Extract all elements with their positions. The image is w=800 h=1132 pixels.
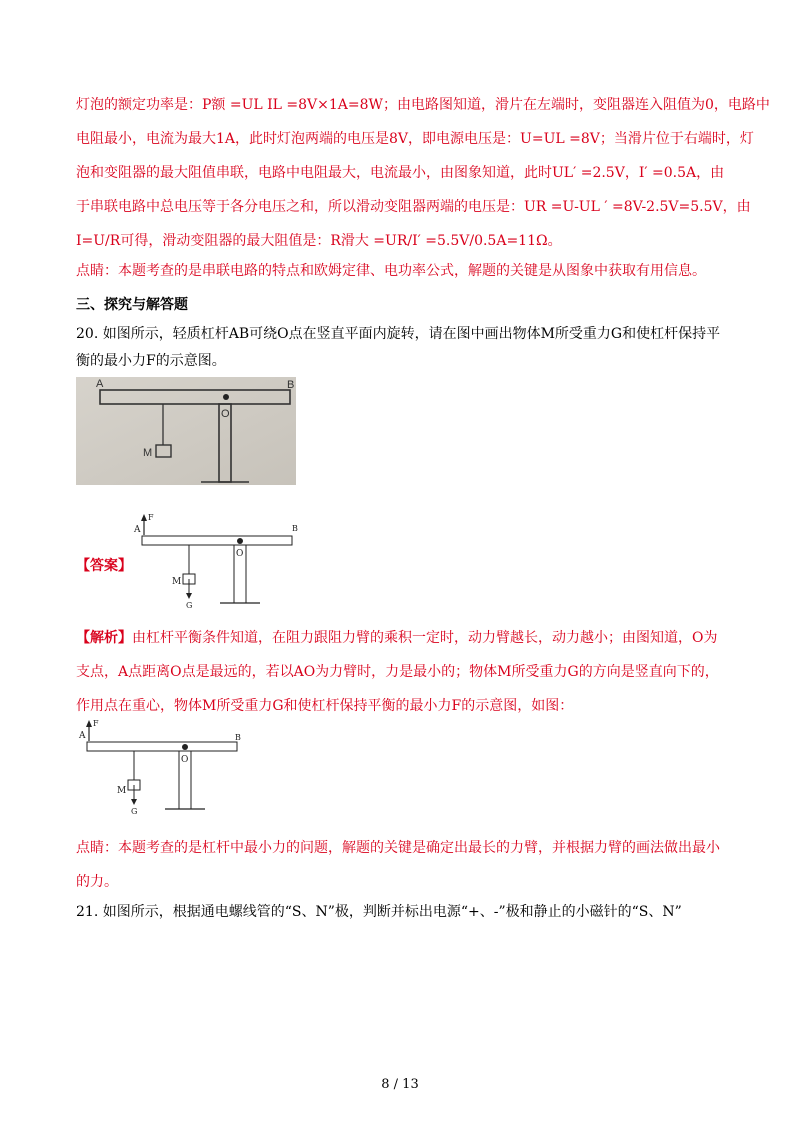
q21-line1: 21. 如图所示，根据通电螺线管的“S、N”极，判断并标出电源“+、-”极和静止的小磁针的“S、N”: [76, 904, 682, 920]
para1-line5: I=U/R可得，滑动变阻器的最大阻值是：R滑大 =UR/I′ =5.5V/0.5A=11Ω。: [76, 233, 562, 249]
photo-label-A: A: [96, 378, 104, 390]
answer-label-B: B: [292, 524, 298, 533]
analysis-lever-diagram: [77, 716, 242, 818]
answer-label-O: O: [236, 549, 244, 559]
answer-label-A: A: [134, 525, 141, 535]
photo-label-M: M: [143, 447, 153, 459]
analysis-line2: 支点，A点距离O点是最远的，若以AO为力臂时，力是最小的；物体M所受重力G的方向是竖直向下的，: [76, 664, 719, 680]
answer-label-F: F: [148, 513, 154, 522]
note1: 点睛：本题考查的是串联电路的特点和欧姆定律、电功率公式，解题的关键是从图象中获取有用信息。: [76, 263, 706, 279]
para1-line1: 灯泡的额定功率是：P额 =UL IL =8V×1A=8W；由电路图知道，滑片在左端时，变阻器连入阻值为0，电路中: [76, 97, 770, 113]
para1-line2: 电阻最小，电流为最大1A，此时灯泡两端的电压是8V，即电源电压是：U=UL =8V；当滑片位于右端时，灯: [76, 131, 754, 147]
photo-label-B: B: [287, 379, 295, 391]
question-lever-photo: [76, 377, 296, 485]
para1-line3: 泡和变阻器的最大阻值串联，电路中电阻最大，电流最小，由图象知道，此时UL′ =2.5V，I′ =0.5A，由: [76, 165, 725, 181]
q20-line1: 20. 如图所示，轻质杠杆AB可绕O点在竖直平面内旋转，请在图中画出物体M所受重力G和使杠杆保持平: [76, 326, 721, 342]
analysis-text1: 由杠杆平衡条件知道，在阻力跟阻力臂的乘积一定时，动力臂越长，动力越小；由图知道，O为: [132, 630, 718, 646]
q20-line2: 衡的最小力F的示意图。: [76, 353, 226, 369]
note2-line1: 点睛：本题考查的是杠杆中最小力的问题，解题的关键是确定出最长的力臂，并根据力臂的画法做出最小: [76, 840, 720, 856]
answer-lever-diagram: [132, 510, 297, 612]
page-number: 8 / 13: [381, 1077, 419, 1092]
analysis-label-G: G: [131, 807, 138, 816]
answer-label-G: G: [186, 601, 193, 610]
answer-label-M: M: [172, 577, 182, 587]
analysis-line3: 作用点在重心，物体M所受重力G和使杠杆保持平衡的最小力F的示意图，如图：: [76, 698, 574, 714]
analysis-label-M: M: [117, 786, 127, 796]
analysis-label-F: F: [93, 719, 99, 728]
analysis-label-O: O: [181, 755, 189, 765]
analysis-label-A: A: [79, 731, 86, 741]
analysis-label: 【解析】: [76, 630, 132, 646]
para1-line4: 于串联电路中总电压等于各分电压之和，所以滑动变阻器两端的电压是：UR =U-UL ′ =8V-2.5V=5.5V，由: [76, 199, 751, 215]
note2-line2: 的力。: [76, 874, 118, 890]
analysis-line1: [76, 628, 717, 648]
section-title: 三、探究与解答题: [76, 297, 188, 313]
answer-label: 【答案】: [76, 558, 132, 574]
analysis-label-B: B: [235, 733, 241, 742]
photo-label-O: O: [221, 408, 230, 420]
